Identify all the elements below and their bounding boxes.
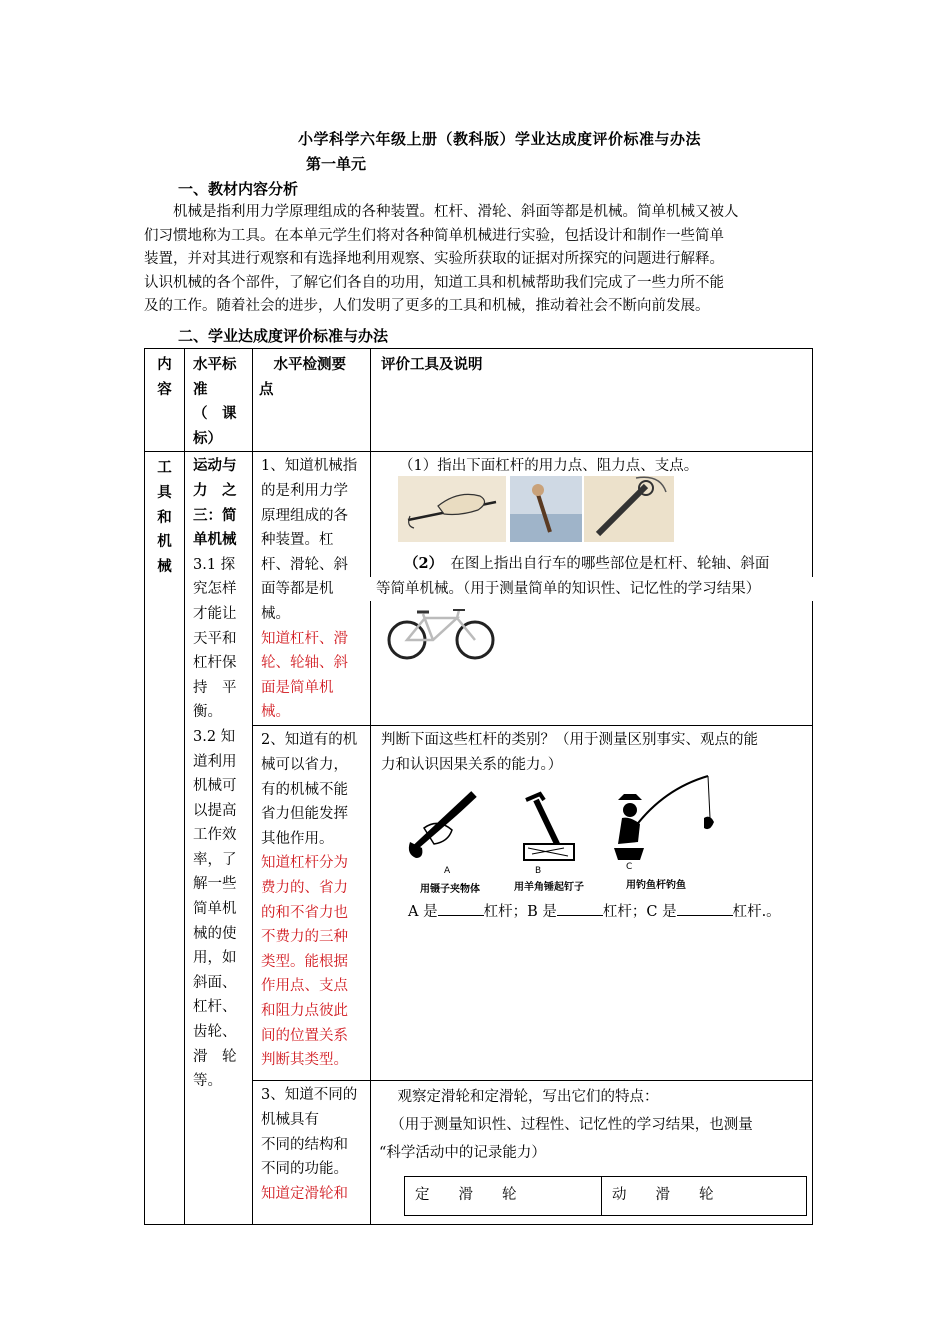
section-heading-1: 一、教材内容分析 [178, 180, 299, 198]
unit-title: 第一单元 [306, 155, 367, 173]
question-lever-type: 判断下面这些杠杆的类别？（用于测量区别事实、观点的能 [381, 732, 758, 749]
lever-answer-line: A 是 杠杆；B 是 杠杆；C 是 杠杆.。 [408, 900, 781, 921]
fixed-pulley-header: 定 滑 轮 [405, 1177, 602, 1216]
fishing-rod-image [600, 770, 718, 864]
claw-hammer-image [518, 790, 578, 864]
answer-blank-a[interactable] [438, 901, 484, 916]
content-analysis-paragraph: 机械是指利用力学原理组成的各种装置。杠杆、滑轮、斜面等都是机械。简单机械又被人 们习惯地称为工具。在本单元学生们将对各种简单机械进行实验，包括设计和制作一些简单 装置，并对其进行观察和有选择地利用观察、实验所获取的证据对所探究的问题进行解释。 认识机械的各个部件，了解它们各自的功用，知道工具和机械帮助我们完成了一些力所不能 及的工作。随着社会的进步，人们发明了更多的工具和机械，推动着社会不断向前发展。 [144, 204, 739, 315]
tweezers-image [404, 788, 480, 864]
header-evaluation-tools: 评价工具及说明 [371, 349, 813, 452]
caption-tweezers: 用镊子夹物体 [420, 884, 480, 895]
caption-fishing-rod: 用钓鱼杆钓鱼 [626, 880, 686, 891]
lever-photos [398, 476, 674, 542]
check-point-1: 1、知道机械指 的是利用力学 原理组成的各 种装置。杠 杆、滑轮、斜 面等都是机 械。 知道杠杆、滑 轮、轮轴、斜 面是简单机 械。 [253, 452, 371, 726]
standard-cell: 运动与 力 之 三：简 单机械 3.1 探 究怎样 才能让 天平和 杠杆保 持 平 衡。 3.2 知 道利用 机械可 以提高 工作效 率，了 解一些 简单机 械的使 用，如 斜面、 杠杆、 齿轮、 滑 轮 等。 [185, 452, 253, 1225]
table-header-row [145, 349, 813, 452]
pulley-table [404, 1176, 807, 1216]
evaluation-cell-3: 观察定滑轮和定滑轮，写出它们的特点： （用于测量知识性、过程性、记忆性的学习结果，也测量 “科学活动中的记录能力） [371, 1081, 813, 1225]
check-point-2: 2、知道有的机 械可以省力， 有的机械不能 省力但能发挥 其他作用。 知道杠杆分为 费力的、省力 的和不省力也 不费力的三种 类型。能根据 作用点、支点 和阻力点彼此 间的位置关系 判断其类型。 [253, 726, 371, 1081]
section-heading-2: 二、学业达成度评价标准与办法 [178, 327, 389, 345]
document-title: 小学科学六年级上册（教科版）学业达成度评价标准与办法 [298, 130, 702, 148]
answer-blank-b[interactable] [557, 901, 603, 916]
question-pulley: 观察定滑轮和定滑轮，写出它们的特点： [383, 1089, 659, 1106]
content-cell: 工 具 和 机 械 [145, 452, 185, 1225]
movable-pulley-header: 动 滑 轮 [602, 1177, 807, 1216]
bicycle-image [385, 604, 499, 662]
header-content: 内 容 [145, 349, 185, 452]
answer-blank-c[interactable] [677, 901, 733, 916]
question-2: （2） 在图上指出自行车的哪些部位是杠杆、轮轴、斜面 [404, 555, 770, 572]
check-point-3: 3、知道不同的 机械具有 不同的结构和 不同的功能。 知道定滑轮和 [253, 1081, 371, 1225]
header-check-points: 水平检测要 点 [253, 349, 371, 452]
header-standard: 水平标 准 （ 课 标） [185, 349, 253, 452]
caption-hammer: 用羊角锤起钉子 [514, 882, 584, 893]
question-1: （1）指出下面杠杆的用力点、阻力点、支点。 [399, 458, 699, 475]
document-page: 小学科学六年级上册（教科版）学业达成度评价标准与办法 第一单元 一、教材内容分析 机械是指利用力学原理组成的各种装置。杠杆、滑轮、斜面等都是机械。简单机械又被人 们习惯地称为工具。在本单元学生们将对各种简单机械进行实验，包括设计和制作一些简单 装置，并对其进行观察和有选择地利用观察、实验所获取的证据对所探究的问题进行解释。 认识机械的各个部件，了解它们各自的功用，知道工具和机械帮助我们完成了一些力所不能 及的工作。随着社会的进步，人们发明了更多的工具和机械，推动着社会不断向前发展。 二、学业达成度评价标准与办法 内 容 水平标 准 （ 课 标） 水平检测要 点 评价工具及说明 工 具 和 机 械 运动与 力 之 三：简 单机械 3.1 探 究怎样 才能让 天平和 杠杆保 持 平 衡。 3.2 知 道利用 机械可 以提高 工作效 率，了 解一些 简单机 械的使 用，如 斜面、 杠杆、 齿轮、 滑 轮 等。 1、知道机械指 的是利用力学 原理组成的各 种装置。杠 杆、滑轮、斜 面等都是机 械。 知道杠杆、滑 轮、轮轴、斜 面是简单机 械。 （1）指出下面杠杆的用力点、阻力点、支点。 2、知道有的机 械可以省力， 有的机械不能 省力但能发挥 其他作用。 知道杠杆分为 费力的、省力 的和不省力也 不费力的三种 类型。能根据 作用点、支点 和阻力点彼此 间的位置关系 判断其类型。 判断下面这些杠杆的类别？（用于测量区别事实、观点的能 力和认识因果关系的能力。） 3、知道不同的 机械具有 不同的结构和 不同的功能。 知道定滑轮和 观察定滑轮和定滑轮，写出它们的特点： （用于测量知识性、过程性、记忆性的学习结果，也测量 “科学活动中的记录能力） （2） 在图上指出自行车的哪些部位是杠杆、轮轴、斜面 等简单机械。（用于测量简单的知识性、记忆性的学习结果） A B C 用镊子夹物体 用羊角锤起钉子 用钓鱼杆钓鱼 A 是 杠杆；B 是 杠杆；C 是 杠杆.。 定 滑 轮 动 滑 轮 [0, 0, 950, 1344]
evaluation-cell-2: 判断下面这些杠杆的类别？（用于测量区别事实、观点的能 力和认识因果关系的能力。） [371, 726, 813, 1081]
